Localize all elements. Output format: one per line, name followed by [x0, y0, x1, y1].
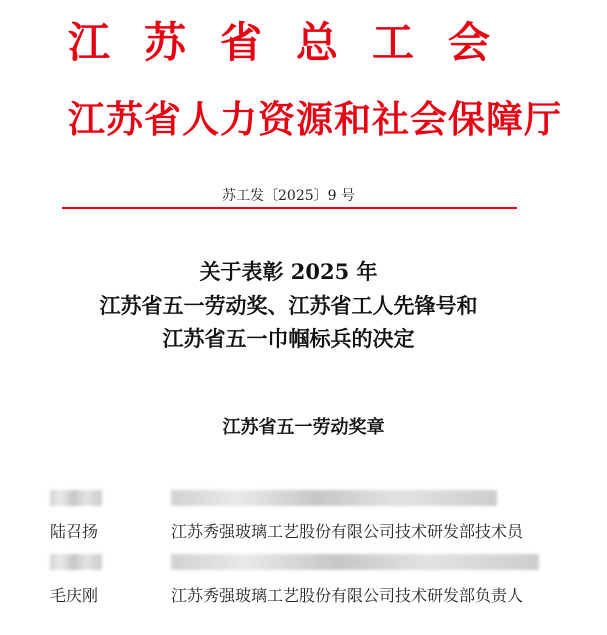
redacted-unit-block	[171, 554, 539, 570]
title-line-3: 江苏省五一巾帼标兵的决定	[162, 326, 415, 351]
awardee-row	[0, 519, 607, 545]
issuer-line-2: 江苏省人力资源和社会保障厅	[68, 97, 562, 141]
title-line-1: 关于表彰 2025 年	[199, 259, 378, 284]
awardee-unit: 江苏秀强玻璃工艺股份有限公司技术研发部技术员	[171, 522, 524, 541]
awardee-row-redacted-1	[0, 487, 607, 513]
redacted-name-block	[50, 554, 102, 570]
issuer-line-1: 江苏省总工会	[68, 18, 525, 67]
document-number: 苏工发〔2025〕9 号	[222, 188, 355, 204]
awardee-row-redacted-2	[0, 551, 607, 577]
section-heading: 江苏省五一劳动奖章	[222, 417, 385, 438]
awardee-name: 陆召扬	[50, 522, 99, 541]
redacted-unit-block	[171, 490, 497, 506]
awardee-row	[0, 583, 607, 609]
redacted-name-block	[50, 490, 102, 506]
title-line-2: 江苏省五一劳动奖、江苏省工人先锋号和	[99, 293, 478, 318]
red-divider-line	[62, 207, 517, 209]
awardee-name: 毛庆刚	[50, 586, 99, 605]
awardee-unit: 江苏秀强玻璃工艺股份有限公司技术研发部负责人	[171, 586, 524, 605]
